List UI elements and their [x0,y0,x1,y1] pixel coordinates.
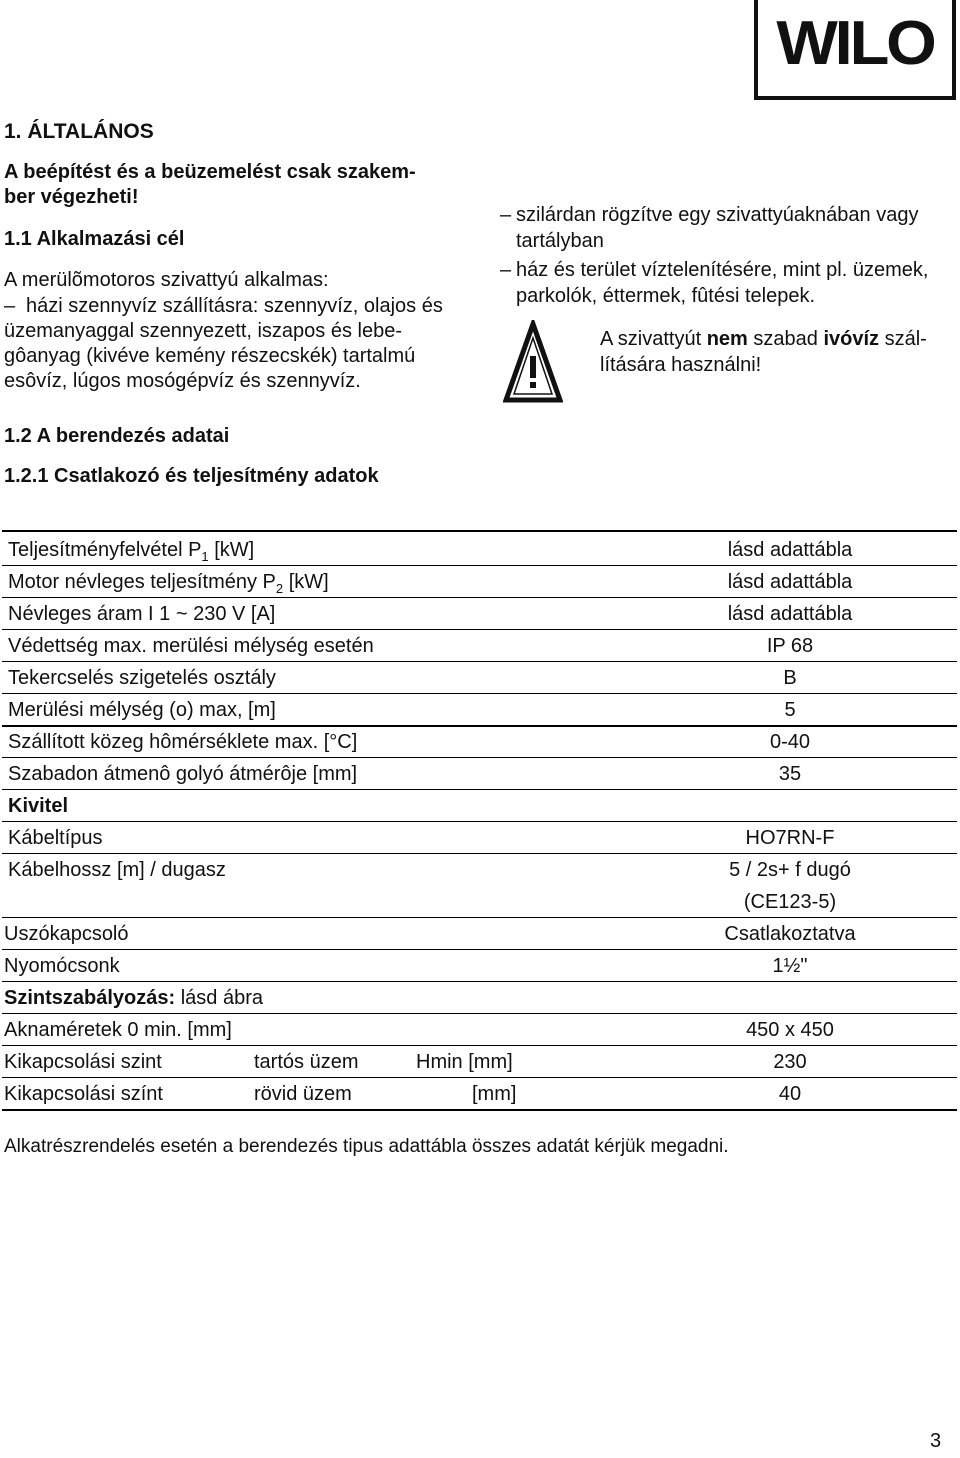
table-row [2,821,957,854]
row-label: Tekercselés szigetelés osztály [8,667,276,689]
table-row [2,885,957,918]
caution-line-1 [600,327,927,352]
row-value: Csatlakoztatva [724,923,856,945]
row-value: lásd adattábla [727,571,853,593]
row-label: Szállított közeg hômérséklete max. [°C] [8,731,358,753]
table-row [2,565,957,598]
table-row [2,853,957,885]
table-row [2,917,957,950]
row-value: IP 68 [766,635,814,657]
bullet-3-line-1: ház és terület víztelenítésére, mint pl. üzemek, [516,259,929,281]
dash-mark: – [500,204,512,226]
row-label: Kivitel [8,795,69,817]
row-label: Névleges áram I 1 ~ 230 V [A] [8,603,276,625]
logo-text: WILO [776,9,934,78]
row-label-rest: lásd ábra [175,987,264,1009]
caution-nem: nem [706,328,748,350]
table-row [2,629,957,662]
bullet-2-line-2: tartályban [516,230,604,252]
row-label: Szabadon átmenô golyó átmérôje [mm] [8,763,358,785]
dash-mark: – [500,259,512,281]
row-value-continued: (CE123-5) [743,891,837,913]
section-title: 1. ÁLTALÁNOS [4,120,154,143]
subscript: 2 [275,581,284,596]
section-title-1-2: 1.2 A berendezés adatai [4,425,230,447]
row-value: 35 [778,763,802,785]
row-label: Kikapcsolási szint [4,1051,162,1073]
table-row [2,1013,957,1046]
intro-text: A merülõmotoros szivattyú alkalmas: [4,269,329,291]
bullet-1-line-2: üzemanyaggal szennyezett, iszapos és lebe- [4,320,403,342]
section-title-1-2-1: 1.2.1 Csatlakozó és teljesítmény adatok [4,465,379,487]
warning-triangle-icon [503,320,563,404]
row-value: 40 [778,1083,802,1105]
row-label: Motor névleges teljesítmény P [8,571,276,593]
row-value: 450 x 450 [746,1019,834,1041]
table-row [2,725,957,758]
bullet-1-line-3: gôanyag (kivéve kemény részecskék) tartalmú [4,345,416,367]
table-row [2,789,957,822]
row-value: 1½" [772,955,808,977]
row-label: Védettség max. merülési mélység esetén [8,635,374,657]
row-label: Uszókapcsoló [4,923,129,945]
bullet-3 [500,258,928,283]
bullet-1-line-1: házi szennyvíz szállításra: szennyvíz, olajos és [26,295,443,317]
table-row [2,1077,957,1111]
table-row [2,597,957,630]
table-row [2,693,957,727]
row-value: 230 [773,1051,807,1073]
table-row [2,1045,957,1078]
row-value: 5 / 2s+ f dugó [729,859,851,881]
subsection-title-1-1: 1.1 Alkalmazási cél [4,228,185,250]
bullet-2 [500,203,918,228]
row-value: HO7RN-F [745,827,835,849]
table-row [2,949,957,982]
row-label: Szintszabályozás: [4,987,176,1009]
row-unit: Hmin [mm] [416,1051,513,1073]
row-value: 0-40 [769,731,811,753]
row-label: Kábeltípus [8,827,103,849]
row-value: B [783,667,797,689]
row-label: Merülési mélység (o) max, [m] [8,699,276,721]
warning-line-1: A beépítést és a beüzemelést csak szakem- [4,161,416,183]
table-row [2,533,957,566]
subscript: 1 [201,549,209,564]
row-label: Teljesítményfelvétel P [8,539,202,561]
table-row [2,981,957,1014]
caution-post: szál- [879,328,927,350]
row-label: Kábelhossz [m] / dugasz [8,859,226,881]
row-label: Kikapcsolási színt [4,1083,163,1105]
row-label: Aknaméretek 0 min. [mm] [4,1019,232,1041]
row-mode: tartós üzem [254,1051,359,1073]
table-row [2,661,957,694]
caution-line-2: lítására használni! [600,354,762,376]
row-unit: [mm] [472,1083,517,1105]
row-mode: rövid üzem [254,1083,352,1105]
bullet-1 [4,294,443,319]
bullet-1-line-4: esôvíz, lúgos mosógépvíz és szennyvíz. [4,370,361,392]
row-unit: [kW] [208,539,255,561]
row-value: lásd adattábla [727,603,853,625]
bullet-3-line-2: parkolók, éttermek, fûtési telepek. [516,285,816,307]
row-value: 5 [784,699,796,721]
caution-pre: A szivattyút [600,328,707,350]
caution-ivoviz: ivóvíz [823,328,880,350]
row-value: lásd adattábla [727,539,853,561]
table-top-rule [2,530,957,532]
warning-line-2: ber végezheti! [4,186,139,208]
wilo-logo [754,0,956,100]
bullet-2-line-1: szilárdan rögzítve egy szivattyúaknában vagy [516,204,919,226]
row-label: Nyomócsonk [4,955,120,977]
page-number: 3 [930,1430,942,1452]
caution-mid: szabad [747,328,824,350]
footer-note: Alkatrészrendelés esetén a berendezés tipus adattábla összes adatát kérjük megadni. [4,1136,729,1157]
table-row [2,757,957,790]
row-unit: [kW] [283,571,329,593]
dash-mark: – [4,295,16,317]
